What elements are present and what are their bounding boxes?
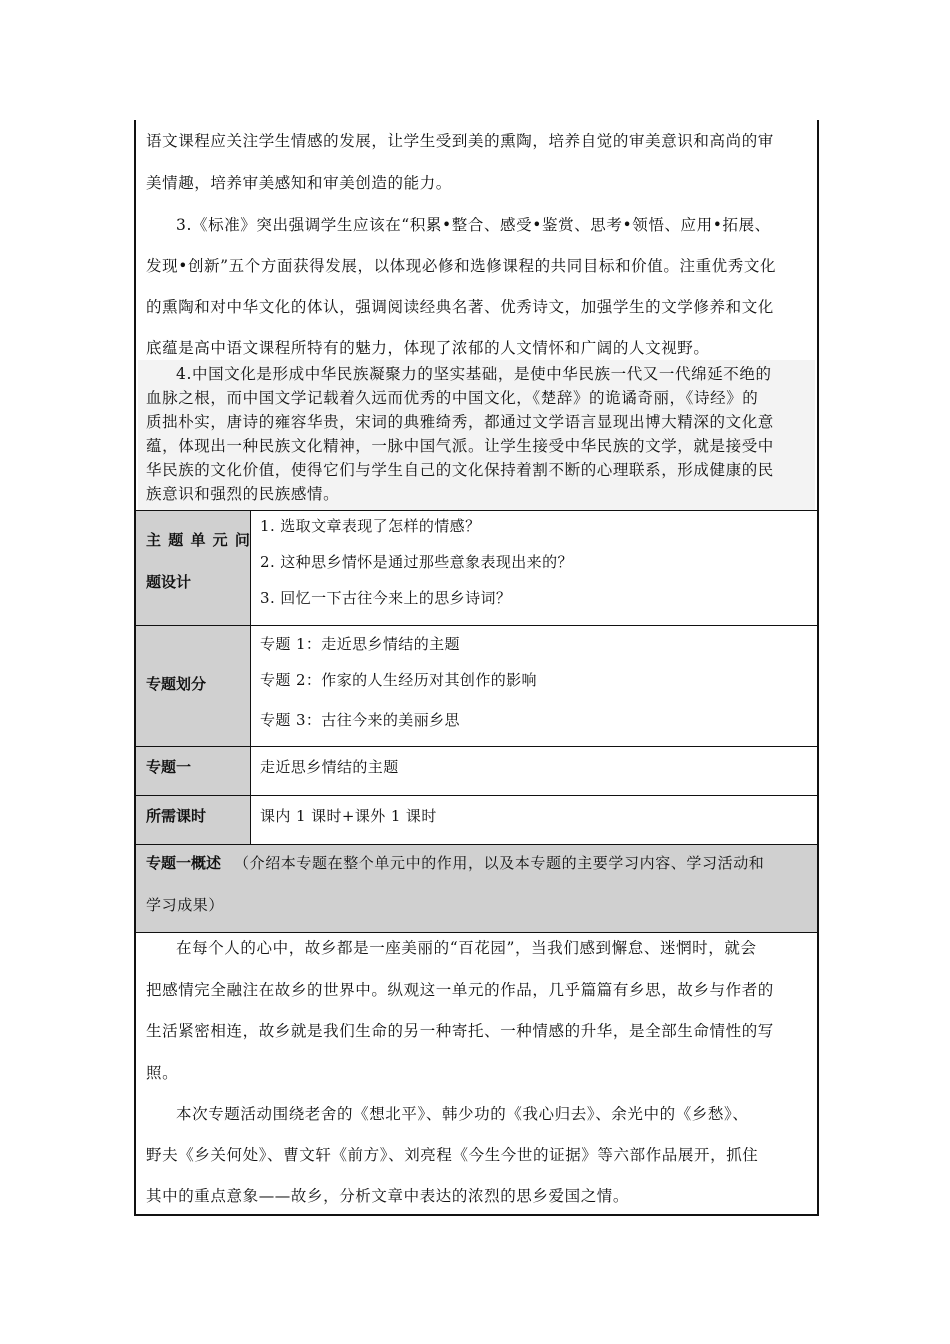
questions-row bbox=[136, 510, 817, 625]
topic-one-label: 专题一 bbox=[146, 758, 192, 776]
overview-p2-line: 本次专题活动围绕老舍的《想北平》、韩少功的《我心归去》、余光中的《乡愁》、 bbox=[176, 1105, 749, 1123]
row-divider bbox=[136, 746, 817, 747]
intro-p3-line: 发现•创新”五个方面获得发展，以体现必修和选修课程的共同目标和价值。注重优秀文化 bbox=[146, 257, 777, 275]
questions-label-cell bbox=[136, 510, 250, 625]
document-table bbox=[134, 120, 819, 1216]
intro-p3-line: 底蕴是高中语文课程所特有的魅力，体现了浓郁的人文情怀和广阔的人文视野。 bbox=[146, 339, 710, 357]
intro-section bbox=[136, 120, 817, 503]
overview-p1-line: 把感情完全融注在故乡的世界中。纵观这一单元的作品，几乎篇篇有乡思，故乡与作者的 bbox=[146, 981, 774, 999]
questions-label: 主 题 单 元 问 bbox=[146, 531, 251, 549]
hours-label: 所需课时 bbox=[146, 807, 207, 825]
question-item: 1. 选取文章表现了怎样的情感？ bbox=[260, 517, 481, 535]
topic-one-value: 走近思乡情结的主题 bbox=[260, 758, 399, 776]
overview-header bbox=[136, 844, 817, 932]
intro-p3-line: 的熏陶和对中华文化的体认，强调阅读经典名著、优秀诗文，加强学生的文学修养和文化 bbox=[146, 298, 774, 316]
overview-body bbox=[136, 932, 817, 1216]
hours-row bbox=[136, 795, 817, 844]
overview-desc: （介绍本专题在整个单元中的作用，以及本专题的主要学习内容、学习活动和 bbox=[234, 854, 765, 872]
topic-one-row bbox=[136, 746, 817, 795]
hours-value: 课内 1 课时+课外 1 课时 bbox=[260, 807, 437, 825]
overview-p1-line: 照。 bbox=[146, 1064, 179, 1082]
intro-p3-line: 3.《标准》突出强调学生应该在“积累•整合、感受•鉴赏、思考•领悟、应用•拓展、 bbox=[176, 216, 771, 234]
topic-item: 专题 2：作家的人生经历对其创作的影响 bbox=[260, 671, 537, 689]
intro-p4-line: 华民族的文化价值，使得它们与学生自己的文化保持着割不断的心理联系，形成健康的民 bbox=[146, 461, 774, 479]
topic-item: 专题 1：走近思乡情结的主题 bbox=[260, 635, 460, 653]
overview-p1-line: 生活紧密相连，故乡就是我们生命的另一种寄托、一种情感的升华，是全部生命情性的写 bbox=[146, 1022, 774, 1040]
intro-p1-line: 美情趣，培养审美感知和审美创造的能力。 bbox=[146, 174, 452, 192]
intro-p4-line: 血脉之根，而中国文学记载着久远而优秀的中国文化，《楚辞》的诡谲奇丽，《诗经》的 bbox=[146, 389, 759, 407]
row-divider bbox=[136, 844, 817, 845]
topic-item: 专题 3：古往今来的美丽乡思 bbox=[260, 711, 460, 729]
question-item: 2. 这种思乡情怀是通过那些意象表现出来的？ bbox=[260, 553, 573, 571]
intro-p4-line: 4.中国文化是形成中华民族凝聚力的坚实基础，是使中华民族一代又一代绵延不绝的 bbox=[176, 365, 772, 383]
overview-p2-line: 其中的重点意象——故乡，分析文章中表达的浓烈的思乡爱国之情。 bbox=[146, 1187, 630, 1205]
row-divider bbox=[136, 510, 817, 511]
intro-p4-line: 质拙朴实，唐诗的雍容华贵，宋词的典雅绮秀，都通过文学语言显现出博大精深的文化意 bbox=[146, 413, 774, 431]
intro-p4-line: 族意识和强烈的民族感情。 bbox=[146, 485, 340, 503]
topics-label: 专题划分 bbox=[146, 675, 207, 693]
overview-p2-line: 野夫《乡关何处》、曹文轩《前方》、刘亮程《今生今世的证据》等六部作品展开，抓住 bbox=[146, 1146, 759, 1164]
row-divider bbox=[136, 795, 817, 796]
row-divider bbox=[136, 932, 817, 933]
intro-p1-line: 语文课程应关注学生情感的发展，让学生受到美的熏陶，培养自觉的审美意识和高尚的审 bbox=[146, 132, 774, 150]
question-item: 3. 回忆一下古往今来上的思乡诗词？ bbox=[260, 589, 512, 607]
overview-p1-line: 在每个人的心中，故乡都是一座美丽的“百花园”，当我们感到懈怠、迷惘时，就会 bbox=[176, 939, 757, 957]
intro-p4-shaded bbox=[138, 360, 815, 510]
intro-p4-line: 蕴，体现出一种民族文化精神，一脉中国气派。让学生接受中华民族的文学，就是接受中 bbox=[146, 437, 774, 455]
overview-label: 专题一概述 bbox=[146, 854, 222, 872]
questions-label: 题设计 bbox=[146, 573, 192, 591]
row-divider bbox=[136, 625, 817, 626]
column-divider bbox=[250, 510, 251, 844]
overview-desc: 学习成果） bbox=[146, 896, 225, 914]
topics-row bbox=[136, 625, 817, 746]
